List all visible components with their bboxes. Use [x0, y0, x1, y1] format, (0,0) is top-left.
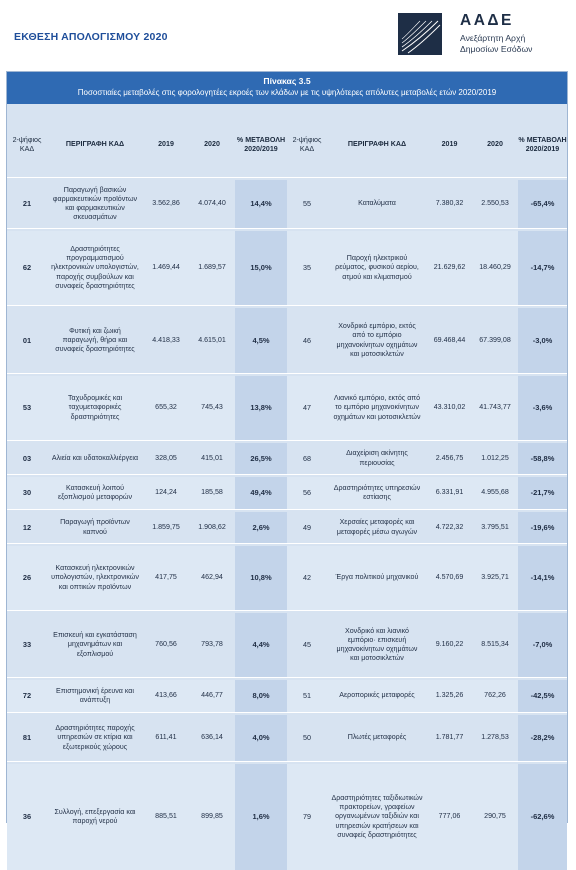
- table-row: [7, 231, 567, 305]
- row-2019-left: 760,56: [155, 640, 177, 649]
- row-kad-right: 46: [303, 335, 311, 345]
- row-2019-right: 777,06: [438, 812, 461, 821]
- row-change-right: -65,4%: [530, 199, 555, 209]
- row-desc-right: Χερσαίες μεταφορές και μεταφορές μέσω αγωγών: [336, 518, 418, 536]
- row-kad-left: 33: [22, 640, 32, 650]
- row-desc-left: Αλιεία και υδατοκαλλιέργεια: [51, 453, 139, 462]
- row-change-left: 26,5%: [250, 453, 272, 463]
- sector-changes-table: [6, 71, 568, 839]
- row-separator: [7, 509, 567, 510]
- row-desc-right: Δραστηριότητες ταξιδιωτικών πρακτορείων, γραφείων οργανωμένων ταξιδιών και υπηρεσιών κρατήσεων και συναφείς δραστηριότητες: [331, 793, 423, 839]
- row-2019-left: 124,24: [155, 488, 177, 497]
- row-2019-left: 4.418,33: [152, 335, 180, 344]
- table-row: [7, 443, 567, 474]
- row-2020-left: 4.074,40: [198, 199, 226, 208]
- row-change-right: -14,7%: [530, 263, 555, 273]
- row-2020-right: 1.012,25: [481, 453, 509, 462]
- col-change-right: % ΜΕΤΑΒΟΛΗ 2020/2019: [518, 135, 567, 153]
- org-abbreviation: ΑΑΔΕ: [460, 12, 514, 29]
- row-kad-left: 03: [22, 453, 32, 463]
- row-2020-right: 4.955,68: [481, 488, 509, 497]
- row-2020-left: 415,01: [201, 453, 223, 462]
- row-2020-right: 41.743,77: [479, 403, 511, 412]
- row-desc-right: Χονδρικό και λιανικό εμπόριο· επισκευή μηχανοκίνητων οχημάτων και μοτοσικλετών: [336, 626, 418, 663]
- row-kad-left: 21: [22, 199, 32, 209]
- row-2020-left: 745,43: [201, 403, 223, 412]
- row-2020-right: 1.278,53: [481, 733, 509, 742]
- row-separator: [7, 610, 567, 611]
- org-name-line1: Ανεξάρτητη Αρχή: [460, 33, 526, 43]
- row-2020-left: 1.908,62: [198, 522, 226, 531]
- row-separator: [7, 712, 567, 713]
- row-desc-left: Ταχυδρομικές και ταχυμεταφορικές δραστηριότητες: [67, 394, 123, 421]
- row-2019-right: 69.468,44: [433, 335, 466, 344]
- row-2020-right: 8.515,34: [481, 640, 509, 649]
- row-desc-left: Δραστηριότητες παροχής υπηρεσιών σε κτίρια και εξωτερικούς χώρους: [55, 724, 135, 751]
- row-change-left: 49,4%: [250, 488, 272, 498]
- row-change-right: -3,6%: [532, 403, 553, 413]
- row-desc-left: Επιστημονική έρευνα και ανάπτυξη: [56, 686, 134, 704]
- col-2020-left: 2020: [204, 140, 220, 149]
- aade-logo-icon: [398, 13, 442, 55]
- row-2020-right: 2.550,53: [481, 199, 509, 208]
- row-2019-right: 21.629,62: [433, 263, 466, 272]
- row-change-right: -28,2%: [530, 733, 555, 743]
- row-change-right: -14,1%: [530, 573, 555, 583]
- row-change-left: 4,0%: [252, 733, 270, 743]
- row-2020-right: 18.460,29: [479, 263, 511, 272]
- col-kad-right: 2-ψήφιος ΚΑΔ: [292, 135, 322, 153]
- row-2020-left: 462,94: [201, 573, 223, 582]
- row-separator: [7, 474, 567, 475]
- col-2019-right: 2019: [441, 140, 458, 149]
- row-kad-left: 62: [22, 263, 32, 273]
- row-2020-left: 793,78: [201, 640, 223, 649]
- row-change-left: 4,4%: [252, 640, 270, 650]
- page-header: [0, 0, 576, 68]
- row-kad-left: 01: [22, 335, 32, 345]
- row-kad-right: 42: [303, 573, 311, 583]
- row-2019-left: 417,75: [155, 573, 177, 582]
- row-2019-right: 4.722,32: [435, 522, 464, 531]
- row-change-left: 2,6%: [252, 522, 270, 532]
- table-row: [7, 180, 567, 228]
- row-kad-left: 36: [22, 812, 32, 822]
- row-change-right: -21,7%: [530, 488, 555, 498]
- row-change-right: -58,8%: [530, 453, 555, 463]
- row-change-left: 10,8%: [250, 573, 272, 583]
- row-2019-left: 611,41: [155, 733, 177, 742]
- row-2020-left: 1.689,57: [198, 263, 226, 272]
- row-desc-left: Δραστηριότητες προγραμματισμού ηλεκτρονικών υπολογιστών, παροχής συμβούλων και συναφείς δραστηριότητες: [51, 244, 139, 290]
- row-2020-left: 4.615,01: [198, 335, 226, 344]
- table-caption: [7, 72, 567, 104]
- row-2019-left: 1.469,44: [152, 263, 180, 272]
- table-row: [7, 512, 567, 543]
- table-row: [7, 546, 567, 610]
- table-row: [7, 764, 567, 870]
- row-change-right: -3,0%: [532, 335, 553, 345]
- row-desc-left: Παραγωγή βασικών φαρμακευτικών προϊόντων και φαρμακευτικών σκευασμάτων: [52, 185, 138, 222]
- row-change-left: 8,0%: [252, 691, 270, 701]
- row-2019-left: 328,05: [155, 453, 177, 462]
- report-title: ΕΚΘΕΣΗ ΑΠΟΛΟΓΙΣΜΟΥ 2020: [14, 31, 168, 43]
- row-2019-left: 413,66: [155, 691, 177, 700]
- row-2019-right: 4.570,69: [435, 573, 464, 582]
- table-row: [7, 308, 567, 373]
- row-2020-left: 636,14: [201, 733, 223, 742]
- row-change-left: 1,6%: [252, 812, 270, 822]
- row-desc-right: Καταλύματα: [358, 199, 396, 208]
- row-kad-right: 49: [303, 522, 311, 532]
- row-kad-right: 51: [303, 691, 311, 701]
- row-kad-right: 45: [303, 640, 311, 650]
- row-2019-right: 1.781,77: [435, 733, 464, 742]
- row-2020-left: 446,77: [201, 691, 223, 700]
- column-header-row: [7, 116, 567, 174]
- row-2020-right: 3.795,51: [481, 522, 509, 531]
- row-kad-right: 50: [303, 733, 311, 743]
- col-2020-right: 2020: [487, 140, 503, 149]
- row-separator: [7, 228, 567, 229]
- row-separator: [7, 177, 567, 178]
- row-2020-right: 290,75: [484, 812, 506, 821]
- row-2020-right: 3.925,71: [481, 573, 509, 582]
- row-2019-right: 9.160,22: [435, 640, 464, 649]
- table-row: [7, 376, 567, 440]
- row-desc-right: Αεροπορικές μεταφορές: [339, 691, 415, 700]
- org-name-line2: Δημοσίων Εσόδων: [460, 44, 533, 54]
- row-2020-right: 67.399,08: [479, 335, 511, 344]
- row-desc-right: Πλωτές μεταφορές: [347, 733, 407, 742]
- row-separator: [7, 305, 567, 306]
- row-2019-right: 2.456,75: [435, 453, 464, 462]
- row-kad-left: 12: [22, 522, 32, 532]
- row-2019-right: 7.380,32: [435, 199, 464, 208]
- row-desc-right: Διαχείριση ακίνητης περιουσίας: [346, 449, 408, 467]
- col-kad-left: 2-ψήφιος ΚΑΔ: [12, 135, 42, 153]
- row-2019-left: 3.562,86: [152, 199, 180, 208]
- row-kad-left: 26: [22, 573, 32, 583]
- row-desc-left: Κατασκευή ηλεκτρονικών υπολογιστών, ηλεκτρονικών και οπτικών προϊόντων: [51, 564, 139, 591]
- row-separator: [7, 677, 567, 678]
- table-description: Ποσοστιαίες μεταβολές στις φορολογητέες εκροές των κλάδων με τις υψηλότερες απόλυτες μεταβολές ετών 2020/2019: [77, 88, 497, 97]
- row-kad-right: 79: [303, 812, 311, 822]
- row-kad-left: 81: [22, 733, 32, 743]
- row-separator: [7, 543, 567, 544]
- row-change-right: -62,6%: [530, 812, 555, 822]
- row-desc-right: Δραστηριότητες υπηρεσιών εστίασης: [333, 483, 421, 501]
- col-desc-left: ΠΕΡΙΓΡΑΦΗ ΚΑΔ: [65, 140, 125, 149]
- row-kad-right: 55: [303, 199, 311, 209]
- row-desc-right: Παροχή ηλεκτρικού ρεύματος, φυσικού αερίου, ατμού και κλιματισμού: [335, 254, 419, 281]
- row-2019-left: 1.859,75: [152, 522, 180, 531]
- row-change-left: 15,0%: [250, 263, 272, 273]
- row-separator: [7, 373, 567, 374]
- row-2019-right: 1.325,26: [435, 691, 464, 700]
- row-kad-right: 56: [303, 488, 311, 498]
- row-2019-right: 6.331,91: [435, 488, 464, 497]
- row-desc-left: Επισκευή και εγκατάσταση μηχανημάτων και εξοπλισμού: [53, 631, 137, 658]
- row-2019-left: 885,51: [155, 812, 177, 821]
- row-2020-left: 185,58: [201, 488, 223, 497]
- row-2020-right: 762,26: [484, 691, 506, 700]
- row-change-right: -42,5%: [530, 691, 555, 701]
- row-separator: [7, 761, 567, 762]
- table-row: [7, 715, 567, 761]
- col-change-left: % ΜΕΤΑΒΟΛΗ 2020/2019: [236, 135, 286, 153]
- row-2019-left: 655,32: [155, 403, 177, 412]
- row-change-right: -19,6%: [530, 522, 555, 532]
- row-2019-right: 43.310,02: [433, 403, 466, 412]
- row-desc-left: Συλλογή, επεξεργασία και παροχή νερού: [54, 807, 136, 825]
- row-desc-right: Έργα πολιτικού μηχανικού: [335, 573, 419, 582]
- row-desc-left: Παραγωγή προϊόντων καπνού: [60, 518, 130, 536]
- row-kad-left: 72: [22, 691, 32, 701]
- row-kad-right: 47: [303, 403, 311, 413]
- row-kad-left: 30: [22, 488, 32, 498]
- row-change-left: 14,4%: [250, 199, 272, 209]
- row-separator: [7, 440, 567, 441]
- col-desc-right: ΠΕΡΙΓΡΑΦΗ ΚΑΔ: [347, 140, 407, 149]
- row-kad-left: 53: [22, 403, 32, 413]
- table-row: [7, 477, 567, 509]
- table-row: [7, 613, 567, 677]
- row-change-right: -7,0%: [532, 640, 553, 650]
- row-kad-right: 68: [303, 453, 311, 463]
- col-2019-left: 2019: [158, 140, 174, 149]
- row-desc-left: Φυτική και ζωική παραγωγή, θήρα και συναφείς δραστηριότητες: [55, 326, 135, 354]
- row-desc-right: Χονδρικό εμπόριο, εκτός από το εμπόριο μηχανοκίνητων οχημάτων και μοτοσικλετών: [336, 322, 418, 358]
- row-kad-right: 35: [303, 263, 311, 273]
- row-desc-left: Κατασκευή λοιπού εξοπλισμού μεταφορών: [58, 483, 132, 501]
- row-2020-left: 899,85: [201, 812, 223, 821]
- row-change-left: 4,5%: [252, 335, 270, 345]
- table-row: [7, 680, 567, 712]
- row-change-left: 13,8%: [250, 403, 272, 413]
- row-desc-right: Λιανικό εμπόριο, εκτός από το εμπόριο μηχανοκίνητων οχημάτων και μοτοσικλετών: [333, 394, 421, 421]
- table-number: Πίνακας 3.5: [263, 76, 311, 86]
